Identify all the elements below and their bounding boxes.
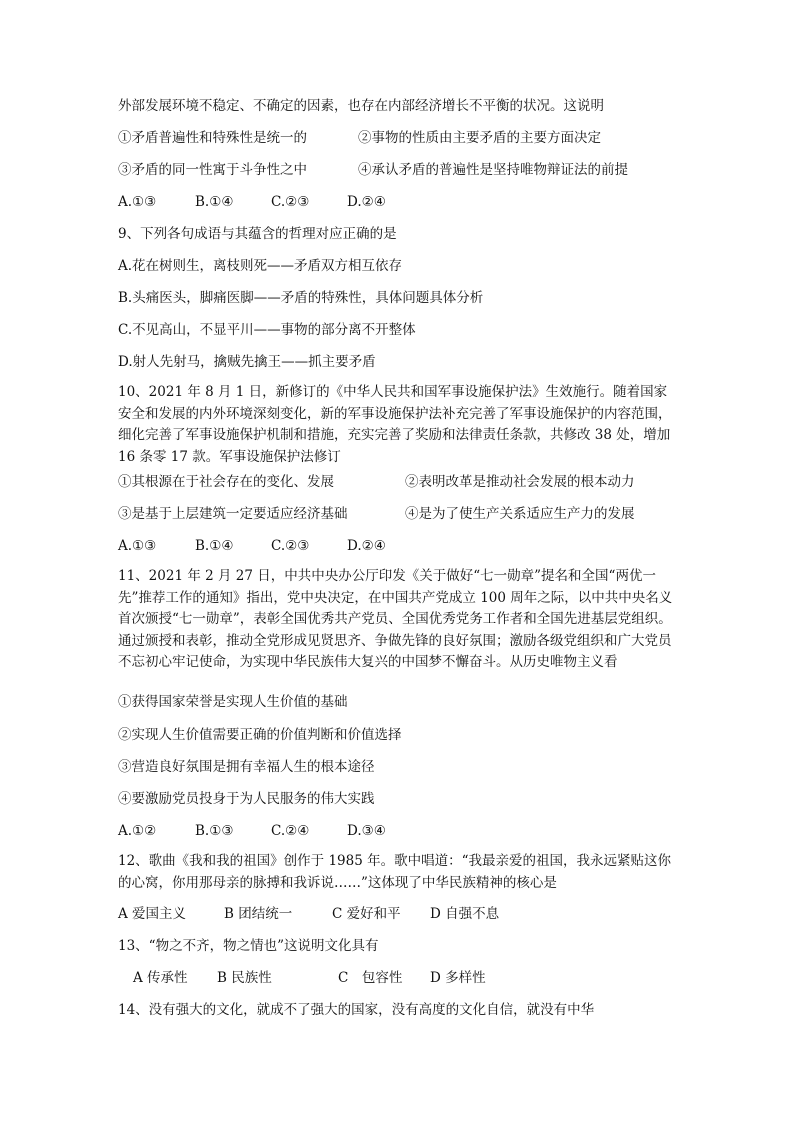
q8-option-1: ①矛盾普遍性和特殊性是统一的	[118, 130, 307, 146]
q13-stem: 13、“物之不齐，物之情也”这说明文化具有	[118, 938, 379, 954]
q8-choice-b: B.①④	[195, 194, 234, 210]
q10-stem: 10、2021 年 8 月 1 日，新修订的《中华人民共和国军事设施保护法》生效施行。随着国家安全和发展的内外环境深刻变化，新的军事设施保护法补充完善了军事设施保护的内容范围，细化完善了军事设施保护机制和措施，充实完善了奖励和法律责任条款，共修改 38 处，增加 16 条零 17 款。军事设施保护法修订	[118, 384, 672, 465]
q13-choice-d: D 多样性	[430, 970, 486, 986]
q8-stem-tail: 外部发展环境不稳定、不确定的因素，也存在内部经济增长不平衡的状况。这说明	[118, 98, 604, 114]
q12-stem: 12、歌曲《我和我的祖国》创作于 1985 年。歌中唱道：“我最亲爱的祖国，我永远紧贴这你的心窝，你用那母亲的脉搏和我诉说……”这体现了中华民族精神的核心是	[118, 853, 672, 891]
q8-option-3: ③矛盾的同一性寓于斗争性之中	[118, 162, 307, 178]
q11-option-3: ③营造良好氛围是拥有幸福人生的根本途径	[118, 759, 375, 775]
q11-option-1: ①获得国家荣誉是实现人生价值的基础	[118, 694, 348, 710]
q11-choice-d: D.③④	[347, 823, 386, 839]
q12-choice-d: D 自强不息	[430, 906, 500, 922]
q10-option-4: ④是为了使生产关系适应生产力的发展	[405, 506, 635, 522]
q12-choice-a: A 爱国主义	[118, 906, 187, 922]
q14-stem: 14、没有强大的文化，就成不了强大的国家，没有高度的文化自信，就没有中华	[118, 1002, 595, 1018]
q9-option-a: A.花在树则生，离枝则死——矛盾双方相互依存	[118, 258, 403, 274]
q10-choice-a: A.①③	[118, 538, 157, 554]
q8-choice-d: D.②④	[347, 194, 386, 210]
q12-choice-c: C 爱好和平	[332, 906, 401, 922]
q13-choice-c: C 包容性	[338, 970, 403, 986]
q9-option-c: C.不见高山，不显平川——事物的部分离不开整体	[118, 322, 416, 338]
q10-option-3: ③是基于上层建筑一定要适应经济基础	[118, 506, 348, 522]
q9-option-b: B.头痛医头，脚痛医脚——矛盾的特殊性，具体问题具体分析	[118, 290, 484, 306]
q11-choice-c: C.②④	[271, 823, 310, 839]
q10-choice-c: C.②③	[271, 538, 310, 554]
q10-option-1: ①其根源在于社会存在的变化、发展	[118, 474, 334, 490]
q10-option-2: ②表明改革是推动社会发展的根本动力	[405, 474, 635, 490]
q9-option-d: D.射人先射马，擒贼先擒王——抓主要矛盾	[118, 354, 376, 370]
q10-choice-b: B.①④	[195, 538, 234, 554]
q11-option-2: ②实现人生价值需要正确的价值判断和价值选择	[118, 727, 402, 743]
q12-choice-b: B 团结统一	[224, 906, 293, 922]
q13-choice-a: A 传承性	[133, 970, 188, 986]
q8-option-4: ④承认矛盾的普遍性是坚持唯物辩证法的前提	[358, 162, 628, 178]
q9-stem: 9、下列各句成语与其蕴含的哲理对应正确的是	[118, 226, 397, 242]
q11-option-4: ④要激励党员投身于为人民服务的伟大实践	[118, 791, 375, 807]
q11-choice-b: B.①③	[195, 823, 234, 839]
q10-choice-d: D.②④	[347, 538, 386, 554]
q8-choice-c: C.②③	[271, 194, 310, 210]
q8-choice-a: A.①③	[118, 194, 157, 210]
q11-stem: 11、2021 年 2 月 27 日，中共中央办公厅印发《关于做好“七一勋章”提名和全国“两优一先”推荐工作的通知》指出，党中央决定，在中国共产党成立 100 周年之际，以中共中央名义首次颁授“七一勋章”，表彰全国优秀共产党员、全国优秀党务工作者和全国先进基层党组织。通过颁授和表彰，推动全党形成见贤思齐、争做先锋的良好氛围；激励各级党组织和广大党员不忘初心牢记使命，为实现中华民族伟大复兴的中国梦不懈奋斗。从历史唯物主义看	[118, 568, 673, 670]
q13-choice-b: B 民族性	[217, 970, 272, 986]
q11-choice-a: A.①②	[118, 823, 157, 839]
q8-option-2: ②事物的性质由主要矛盾的主要方面决定	[358, 130, 601, 146]
